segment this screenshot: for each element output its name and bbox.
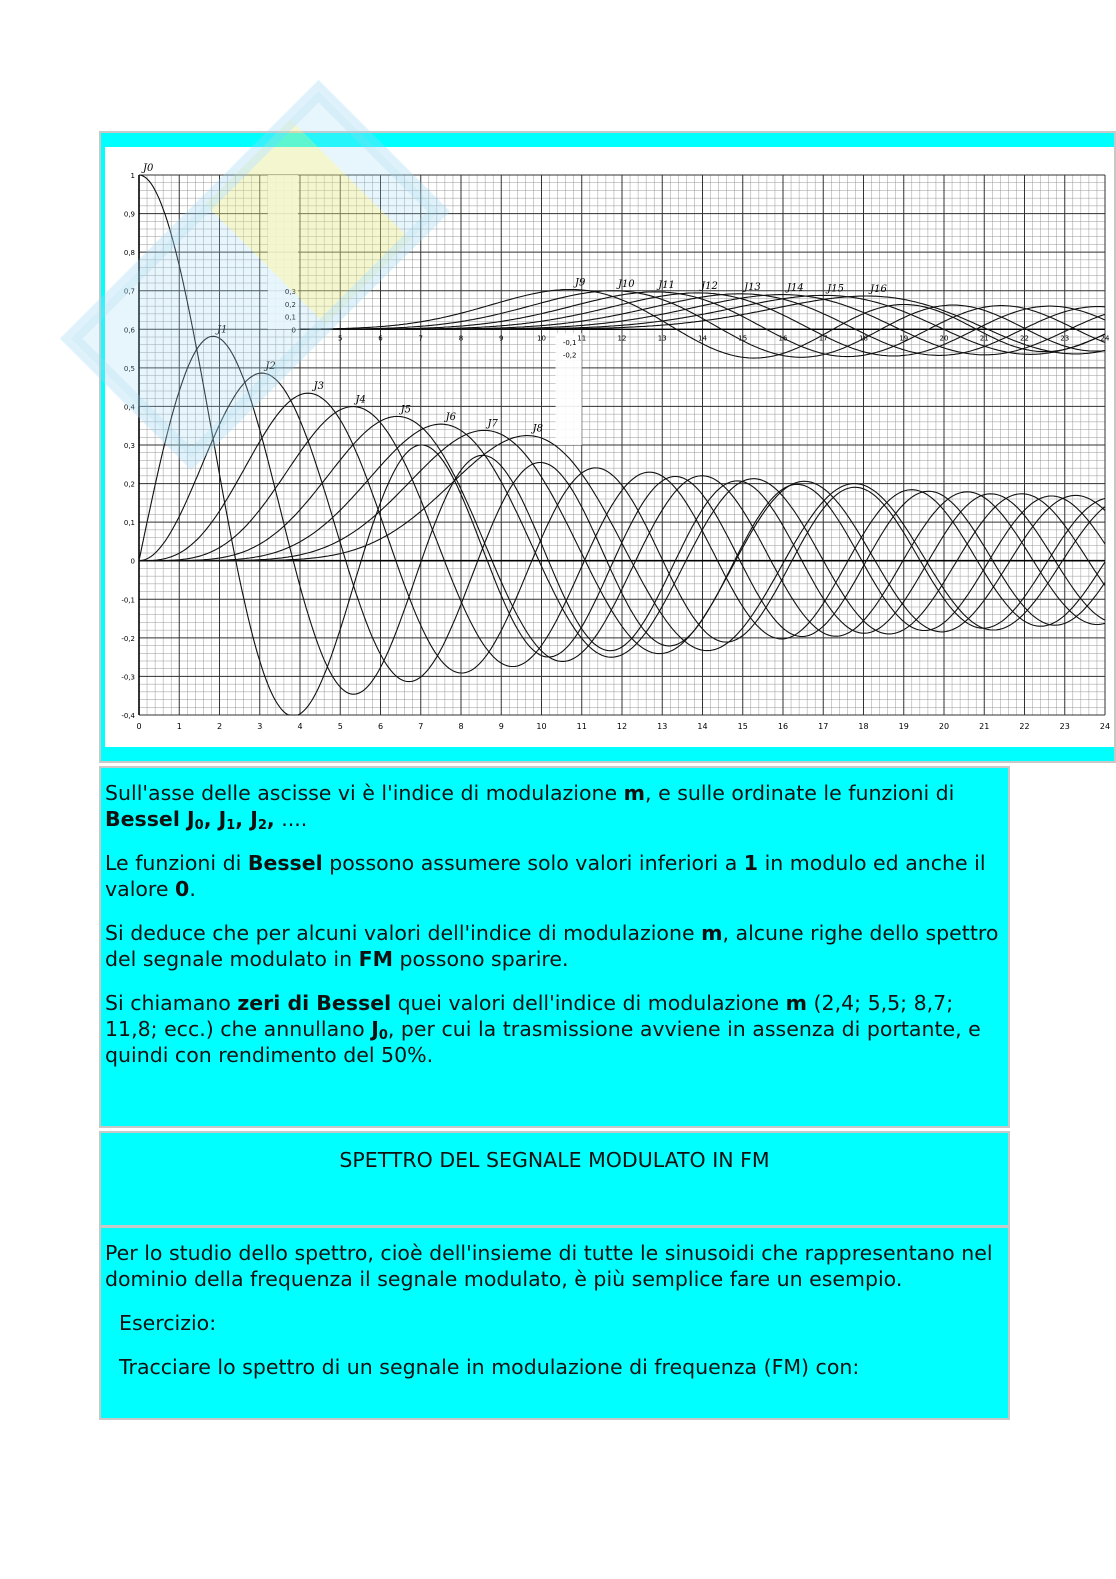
x-tick-label: 10	[536, 722, 547, 731]
x-tick-label: 9	[498, 722, 504, 731]
inset-y-tick-label: 0,1	[284, 313, 296, 322]
curve-label-j11: J11	[658, 279, 675, 291]
y-tick-label: -0,3	[121, 673, 135, 682]
x-tick-label: 22	[1019, 722, 1030, 731]
x-tick-label: 23	[1059, 722, 1070, 731]
inset-y-tick-label: 0	[291, 326, 296, 335]
y-tick-label: 0,9	[123, 210, 135, 219]
curve-label-j1: J1	[217, 324, 228, 336]
inset-y-tick-label: 0,2	[284, 300, 296, 309]
intro-paragraph: Per lo studio dello spettro, cioè dell'insieme di tutte le sinusoidi che rappresentano nel dominio della frequenza il segnale modulato, è più semplice fare un esempio.	[105, 1241, 993, 1291]
curve-label-j6: J6	[445, 412, 457, 424]
paragraph-axes: Sull'asse delle ascisse vi è l'indice di modulazione m, e sulle ordinate le funzioni di Bessel $J_0$, $J_1$, $J_2$, ....	[105, 781, 955, 833]
curve-label-j8: J8	[532, 423, 543, 435]
inset-x-tick-label: 14	[698, 334, 707, 343]
paragraph-values: Le funzioni di Bessel possono assumere solo valori inferiori a 1 in modulo ed anche il valore 0.	[105, 851, 986, 901]
curve-label-j9: J9	[575, 277, 586, 289]
y-tick-label: 0,3	[123, 442, 135, 450]
x-tick-label: 12	[616, 722, 628, 731]
x-tick-label: 5	[337, 722, 343, 731]
y-tick-label: 0,6	[123, 326, 135, 335]
x-tick-label: 0	[136, 722, 142, 731]
inset-x-tick-label: 7	[418, 334, 423, 343]
inset-x-tick-label: 20	[939, 334, 949, 343]
inset-x-tick-label: 19	[899, 334, 909, 343]
section-title-cell	[99, 1131, 1010, 1227]
curve-label-j0: J0	[143, 163, 154, 174]
x-tick-label: 21	[979, 722, 990, 731]
inset-x-tick-label: 6	[378, 334, 383, 343]
x-tick-label: 14	[697, 722, 708, 731]
x-tick-label: 8	[458, 722, 464, 731]
inset-x-tick-label: 13	[657, 334, 667, 343]
inset-x-tick-label: 15	[738, 334, 748, 343]
y-tick-label: 0,2	[123, 480, 135, 489]
bessel-chart-frame	[99, 131, 1116, 763]
curve-label-j5: J5	[400, 404, 411, 416]
x-tick-label: 18	[858, 722, 869, 731]
y-tick-label: 0,8	[123, 249, 135, 258]
inset-x-tick-label: 22	[1020, 334, 1029, 343]
bessel-explanation-cell	[99, 766, 1010, 1128]
inset-x-tick-label: 24	[1100, 334, 1110, 343]
x-tick-label: 17	[818, 722, 829, 731]
inset-neg-label-panel	[556, 333, 582, 445]
spectrum-intro-cell	[99, 1226, 1010, 1420]
x-tick-label: 13	[657, 722, 668, 731]
y-tick-label: -0,1	[121, 596, 135, 605]
x-tick-label: 3	[257, 722, 263, 731]
curve-label-j3: J3	[313, 381, 325, 393]
x-tick-label: 2	[216, 722, 223, 731]
curve-label-j15: J15	[827, 283, 844, 295]
bessel-chart-paper	[105, 147, 1116, 747]
inset-x-tick-label: 17	[818, 334, 828, 343]
y-tick-label: 0,4	[123, 403, 135, 412]
exercise-text: Tracciare lo spettro di un segnale in modulazione di frequenza (FM) con:	[119, 1355, 860, 1379]
y-tick-label: 0	[130, 557, 135, 566]
y-tick-label: 0,7	[123, 287, 135, 296]
x-tick-label: 20	[938, 722, 950, 731]
inset-x-tick-label: 9	[499, 334, 504, 343]
x-tick-label: 1	[176, 722, 182, 731]
curve-label-j2: J2	[265, 361, 276, 373]
curve-label-j14: J14	[787, 282, 804, 294]
x-tick-label: 4	[297, 722, 303, 731]
inset-x-tick-label: 16	[778, 334, 788, 343]
x-tick-label: 11	[576, 722, 587, 731]
x-tick-label: 6	[377, 722, 384, 731]
inset-x-tick-label: 12	[617, 334, 627, 343]
inset-y-tick-label: 0,3	[284, 288, 296, 297]
inset-x-tick-label: 11	[577, 334, 587, 343]
x-tick-label: 16	[777, 722, 789, 731]
x-tick-label: 15	[737, 722, 748, 731]
curve-label-j12: J12	[701, 280, 718, 292]
y-tick-label: 0,5	[123, 364, 135, 373]
inset-x-tick-label: 23	[1060, 334, 1070, 343]
x-tick-label: 7	[418, 722, 424, 731]
inset-x-tick-label: 5	[338, 334, 343, 343]
paragraph-deduction: Si deduce che per alcuni valori dell'indice di modulazione m, alcune righe dello spettro del segnale modulato in FM possono sparire.	[105, 921, 999, 971]
curve-label-j7: J7	[487, 418, 498, 430]
curve-label-j4: J4	[355, 394, 366, 406]
y-tick-label: 1	[130, 172, 135, 180]
curve-label-j10: J10	[617, 278, 635, 290]
inset-x-tick-label: 8	[458, 334, 464, 343]
curve-label-j13: J13	[744, 281, 761, 293]
x-tick-label: 24	[1099, 722, 1111, 731]
paragraph-zeros: Si chiamano zeri di Bessel quei valori dell'indice di modulazione m (2,4; 5,5; 8,7; 11,8; ecc.) che annullano $J_0$, per cui la trasmissione avviene in assenza di portante, e quindi con rendimento del 50%.	[105, 991, 981, 1067]
inset-x-tick-label: 18	[859, 334, 868, 343]
y-tick-label: 0,1	[123, 519, 135, 528]
section-title: SPETTRO DEL SEGNALE MODULATO IN FM	[339, 1148, 770, 1172]
bessel-chart	[105, 147, 1116, 747]
inset-neg-tick-label: -0,1	[562, 339, 577, 348]
exercise-label: Esercizio:	[119, 1311, 217, 1335]
x-tick-label: 19	[898, 722, 909, 731]
inset-neg-tick-label: -0,2	[562, 351, 577, 360]
inset-x-tick-label: 21	[979, 334, 989, 343]
curve-label-j16: J16	[870, 284, 887, 296]
y-tick-label: -0,2	[121, 634, 135, 643]
y-tick-label: -0,4	[121, 712, 135, 720]
inset-x-tick-label: 10	[537, 334, 546, 343]
